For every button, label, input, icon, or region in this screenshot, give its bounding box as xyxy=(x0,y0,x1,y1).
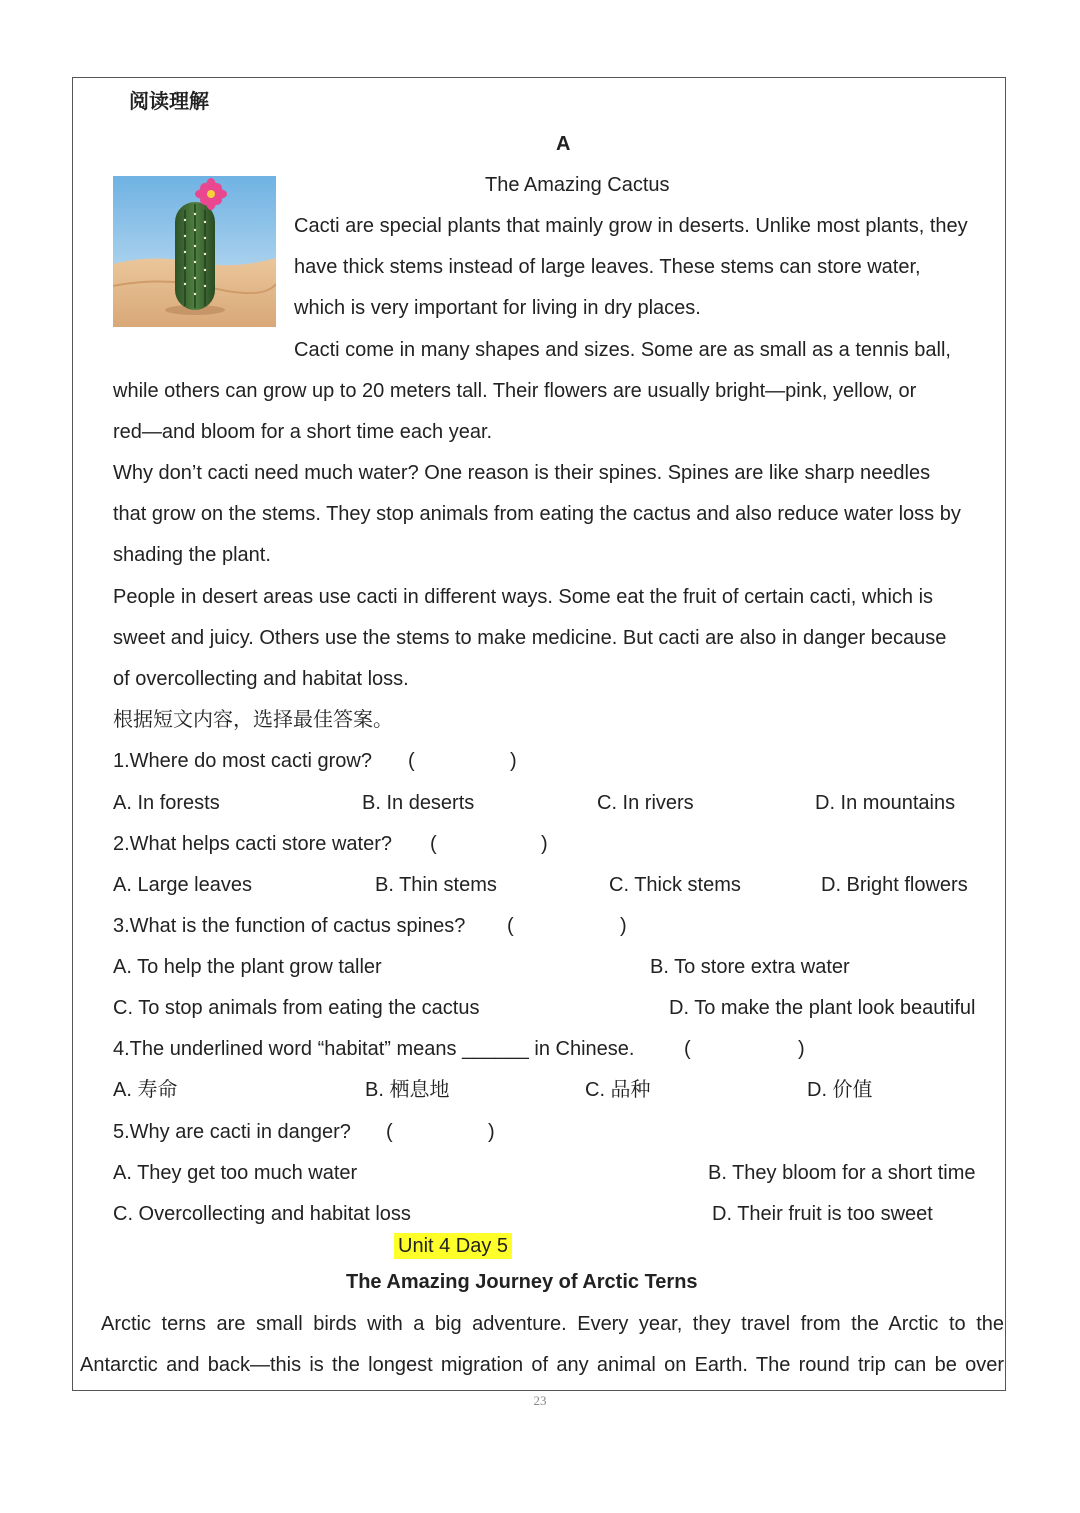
option-a: A. They get too much water xyxy=(113,1162,358,1184)
passage-line: Cacti come in many shapes and sizes. Some are as small as a tennis ball, xyxy=(294,339,951,361)
option-c: C. To stop animals from eating the cactus xyxy=(113,997,480,1019)
passage-line: Cacti are special plants that mainly grow in deserts. Unlike most plants, they xyxy=(294,215,968,237)
unit-label: Unit 4 Day 5 xyxy=(394,1233,512,1259)
question-stem: 4.The underlined word “habitat” means ______ in Chinese. xyxy=(113,1038,635,1060)
passage-line: while others can grow up to 20 meters tall. Their flowers are usually bright—pink, yellow, or xyxy=(113,380,917,402)
option-b: B. They bloom for a short time xyxy=(708,1162,976,1184)
passage-line: red—and bloom for a short time each year. xyxy=(113,421,493,443)
passage-line: that grow on the stems. They stop animals from eating the cactus and also reduce water loss by xyxy=(113,503,961,525)
answer-paren-close: ) xyxy=(488,1121,495,1143)
option-b: B. Thin stems xyxy=(375,874,497,896)
option-b: B. 栖息地 xyxy=(365,1079,450,1101)
option-a: A. Large leaves xyxy=(113,874,252,896)
option-c: C. In rivers xyxy=(597,792,694,814)
answer-paren-open: ( xyxy=(507,915,514,937)
answer-paren-close: ) xyxy=(510,750,517,772)
question-stem: 1.Where do most cacti grow? xyxy=(113,750,372,772)
section-heading: 阅读理解 xyxy=(129,91,209,113)
answer-paren-open: ( xyxy=(408,750,415,772)
passage-title: The Amazing Cactus xyxy=(485,174,670,196)
page-number: 23 xyxy=(533,1393,547,1408)
passage-line: have thick stems instead of large leaves. These stems can store water, xyxy=(294,256,921,278)
passage-line: People in desert areas use cacti in different ways. Some eat the fruit of certain cacti, which is xyxy=(113,586,934,608)
option-c: C. Thick stems xyxy=(609,874,741,896)
option-d: D. To make the plant look beautiful xyxy=(669,997,976,1019)
option-a: A. 寿命 xyxy=(113,1079,178,1101)
passage-b-line: Antarctic and back—this is the longest migration of any animal on Earth. The round trip can be over xyxy=(80,1354,1004,1376)
cactus-image xyxy=(113,176,276,327)
passage-letter: A xyxy=(556,133,571,155)
question-stem: 5.Why are cacti in danger? xyxy=(113,1121,351,1143)
option-a: A. To help the plant grow taller xyxy=(113,956,382,978)
option-c: C. Overcollecting and habitat loss xyxy=(113,1203,411,1225)
option-b: B. In deserts xyxy=(362,792,475,814)
answer-paren-close: ) xyxy=(620,915,627,937)
answer-paren-close: ) xyxy=(541,833,548,855)
passage-b-line: Arctic terns are small birds with a big adventure. Every year, they travel from the Arctic to the xyxy=(101,1313,1004,1335)
passage-line: of overcollecting and habitat loss. xyxy=(113,668,409,690)
question-stem: 2.What helps cacti store water? xyxy=(113,833,393,855)
answer-paren-open: ( xyxy=(386,1121,393,1143)
instruction: 根据短文内容，选择最佳答案。 xyxy=(113,709,393,731)
passage-line: shading the plant. xyxy=(113,544,271,566)
answer-paren-open: ( xyxy=(684,1038,691,1060)
option-b: B. To store extra water xyxy=(650,956,850,978)
passage-b-title: The Amazing Journey of Arctic Terns xyxy=(346,1271,698,1293)
option-c: C. 品种 xyxy=(585,1079,651,1101)
answer-paren-close: ) xyxy=(798,1038,805,1060)
passage-line: which is very important for living in dry places. xyxy=(294,297,701,319)
option-d: D. Their fruit is too sweet xyxy=(712,1203,933,1225)
answer-paren-open: ( xyxy=(430,833,437,855)
question-stem: 3.What is the function of cactus spines? xyxy=(113,915,466,937)
option-a: A. In forests xyxy=(113,792,220,814)
passage-line: sweet and juicy. Others use the stems to make medicine. But cacti are also in danger because xyxy=(113,627,947,649)
option-d: D. Bright flowers xyxy=(821,874,968,896)
option-d: D. 价值 xyxy=(807,1079,873,1101)
option-d: D. In mountains xyxy=(815,792,956,814)
passage-line: Why don’t cacti need much water? One reason is their spines. Spines are like sharp needles xyxy=(113,462,931,484)
